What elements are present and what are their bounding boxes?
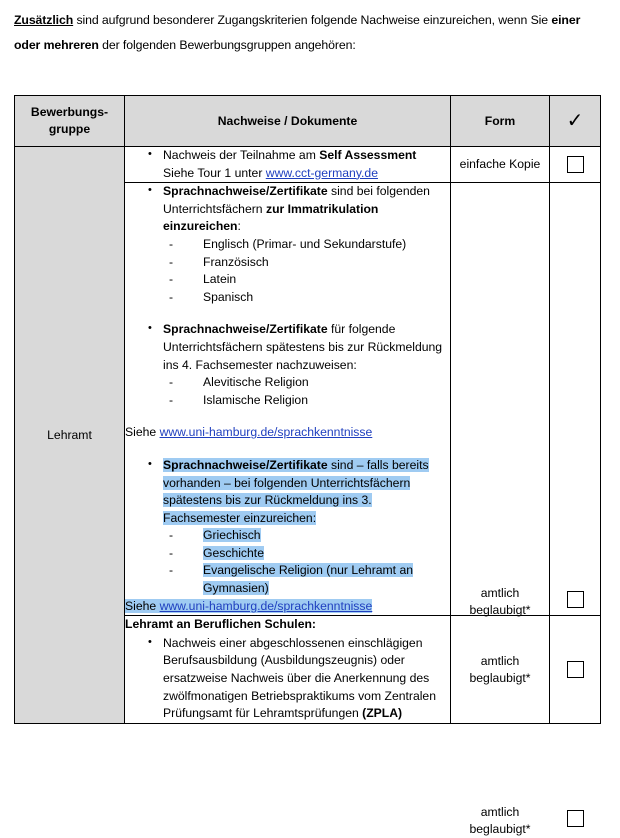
row1-text-bold: Self Assessment [319, 148, 417, 162]
checkbox-row2[interactable] [567, 591, 584, 608]
subject-list-row2-block2 [163, 374, 450, 409]
form-cell-row4 [451, 616, 550, 724]
link-uni-hamburg-sprachkenntnisse-row3[interactable]: www.uni-hamburg.de/sprachkenntnisse [159, 598, 373, 613]
list-item [169, 562, 450, 597]
intro-text-1: sind aufgrund besonderer Zugangskriterien folgende Nachweise einzureichen, wenn Sie [73, 13, 552, 27]
row3-subject-1: Geschichte [203, 545, 264, 560]
row2-b1-bold-b: zur Immatrikulation einzureichen [163, 201, 379, 234]
table-row [15, 616, 601, 724]
table-row [15, 183, 601, 616]
row3-subject-0: Griechisch [203, 528, 261, 543]
list-item [149, 147, 450, 182]
list-item [149, 457, 450, 598]
form-cell-row2 [451, 183, 550, 837]
group-label-lehramt: Lehramt [47, 427, 92, 442]
subject-list-row2-block1 [163, 236, 450, 306]
form-row4-line1: amtlich [480, 653, 520, 668]
subject-list-row3-block1 [163, 527, 450, 597]
form-text-row2 [451, 585, 549, 619]
intro-keyword: Zusätzlich [14, 13, 74, 27]
table-row [15, 147, 601, 183]
siehe-label-row2: Siehe [125, 425, 160, 440]
form-row4-line2: beglaubigt* [469, 670, 531, 685]
header-group-line2: gruppe [48, 122, 91, 136]
row1-text-pre: Nachweis der Teilnahme am [163, 148, 320, 162]
checkbox-wrap-row2[interactable] [550, 591, 600, 609]
group-cell-lehramt-part1 [15, 147, 125, 183]
row3-b1-text-a: sind – falls bereits vorhanden – bei folgenden Unterrichtsfächern spätestens bis zur Rückmeldung ins 3. Fachsemester einzureichen: [163, 457, 429, 525]
siehe-highlight-row3 [125, 599, 372, 613]
header-group-line1: Bewerbungs- [30, 105, 109, 119]
list-item [149, 635, 450, 723]
spacer [125, 442, 450, 457]
link-uni-hamburg-sprachkenntnisse-row2[interactable]: www.uni-hamburg.de/sprachkenntnisse [159, 425, 373, 440]
bullet-list-row2-block1 [125, 183, 450, 306]
column-header-form: Form [451, 96, 550, 147]
column-header-checkmark-icon: ✓ [550, 96, 601, 147]
form-row2-line1: amtlich [480, 586, 520, 601]
row3-subject-2: Evangelische Religion (nur Lehramt an Gymnasien) [203, 563, 414, 596]
list-item [149, 321, 450, 409]
group-cell-lehramt-part2 [15, 183, 125, 616]
list-item: - Englisch (Primar- und Sekundarstufe) [169, 236, 450, 254]
bullet-list-row3-block1 [125, 457, 450, 598]
row4-text-zpla: (ZPLA) [362, 706, 403, 721]
bullet-list-row1 [125, 147, 450, 182]
checkbox-cell-row2[interactable] [550, 183, 601, 616]
list-item: - Spanisch [169, 289, 450, 307]
documents-cell-row1 [125, 147, 451, 183]
siehe-line-row2 [125, 424, 450, 442]
list-item: - Islamische Religion [169, 392, 450, 410]
checkbox-cell-row1[interactable] [550, 147, 601, 183]
documents-cell-row2 [125, 183, 451, 616]
column-header-bewerbungsgruppe [15, 96, 125, 147]
bullet-list-row2-block2 [125, 321, 450, 409]
column-header-nachweise: Nachweise / Dokumente [125, 96, 451, 147]
intro-paragraph [14, 8, 594, 58]
requirements-table [14, 95, 601, 837]
row2-b1-bold: Sprachnachweise/Zertifikate [163, 184, 328, 199]
subheading-lehramt-berufliche-schulen: Lehramt an Beruflichen Schulen: [125, 617, 316, 632]
intro-bold-oder-mehreren: oder mehreren [14, 38, 99, 52]
row2-b1-text-c: : [237, 219, 241, 234]
checkbox-row1[interactable] [567, 156, 584, 173]
form-row3-line2: beglaubigt* [469, 822, 531, 837]
intro-text-2: der folgenden Bewerbungsgruppen angehören: [98, 38, 356, 52]
spacer [125, 306, 450, 321]
list-item: - Alevitische Religion [169, 374, 450, 392]
siehe-label-row3: Siehe [125, 598, 160, 613]
checkbox-row4[interactable] [567, 661, 584, 678]
row3-b1-bold: Sprachnachweise/Zertifikate [163, 457, 328, 472]
checkbox-cell-row4[interactable] [550, 616, 601, 724]
row1-text-mid: Siehe Tour 1 unter [163, 165, 266, 180]
row2-b1-text-a: sind bei folgenden Unterrichtsfächern [163, 184, 430, 216]
intro-bold-einer: einer [551, 13, 581, 27]
row2-b2-bold: Sprachnachweise/Zertifikate [163, 322, 328, 337]
row4-text-pre: Nachweis einer abgeschlossenen einschlägigen Berufsausbildung (Ausbildungszeugnis) oder ersatzweise Nachweis über die Anerkennung des zwölfmonatigen Betriebspraktikums vom Zentralen Prüfungsamt für Lehramtsprüfungen [163, 635, 436, 721]
spacer [125, 409, 450, 424]
list-item [169, 527, 450, 545]
form-text-row3 [451, 804, 549, 838]
row3-highlight-wrapper [163, 458, 429, 525]
link-cct-germany[interactable]: www.cct-germany.de [265, 165, 378, 180]
list-item: - Latein [169, 271, 450, 289]
siehe-line-row3 [125, 598, 450, 616]
list-item [169, 545, 450, 563]
bullet-list-row4 [125, 635, 450, 723]
table-header-row [15, 96, 601, 147]
form-row2-line2: beglaubigt* [469, 603, 531, 618]
form-row3-line1: amtlich [480, 805, 520, 820]
row2-b2-text-a: für folgende Unterrichtsfächern spätestens bis zur Rückmeldung ins 4. Fachsemester nachzuweisen: [163, 322, 443, 372]
documents-cell-row4 [125, 616, 451, 724]
list-item: - Französisch [169, 254, 450, 272]
checkbox-wrap-row3[interactable] [550, 810, 600, 828]
group-cell-lehramt [15, 427, 125, 724]
form-cell-row1: einfache Kopie [451, 147, 550, 183]
list-item [149, 183, 450, 306]
